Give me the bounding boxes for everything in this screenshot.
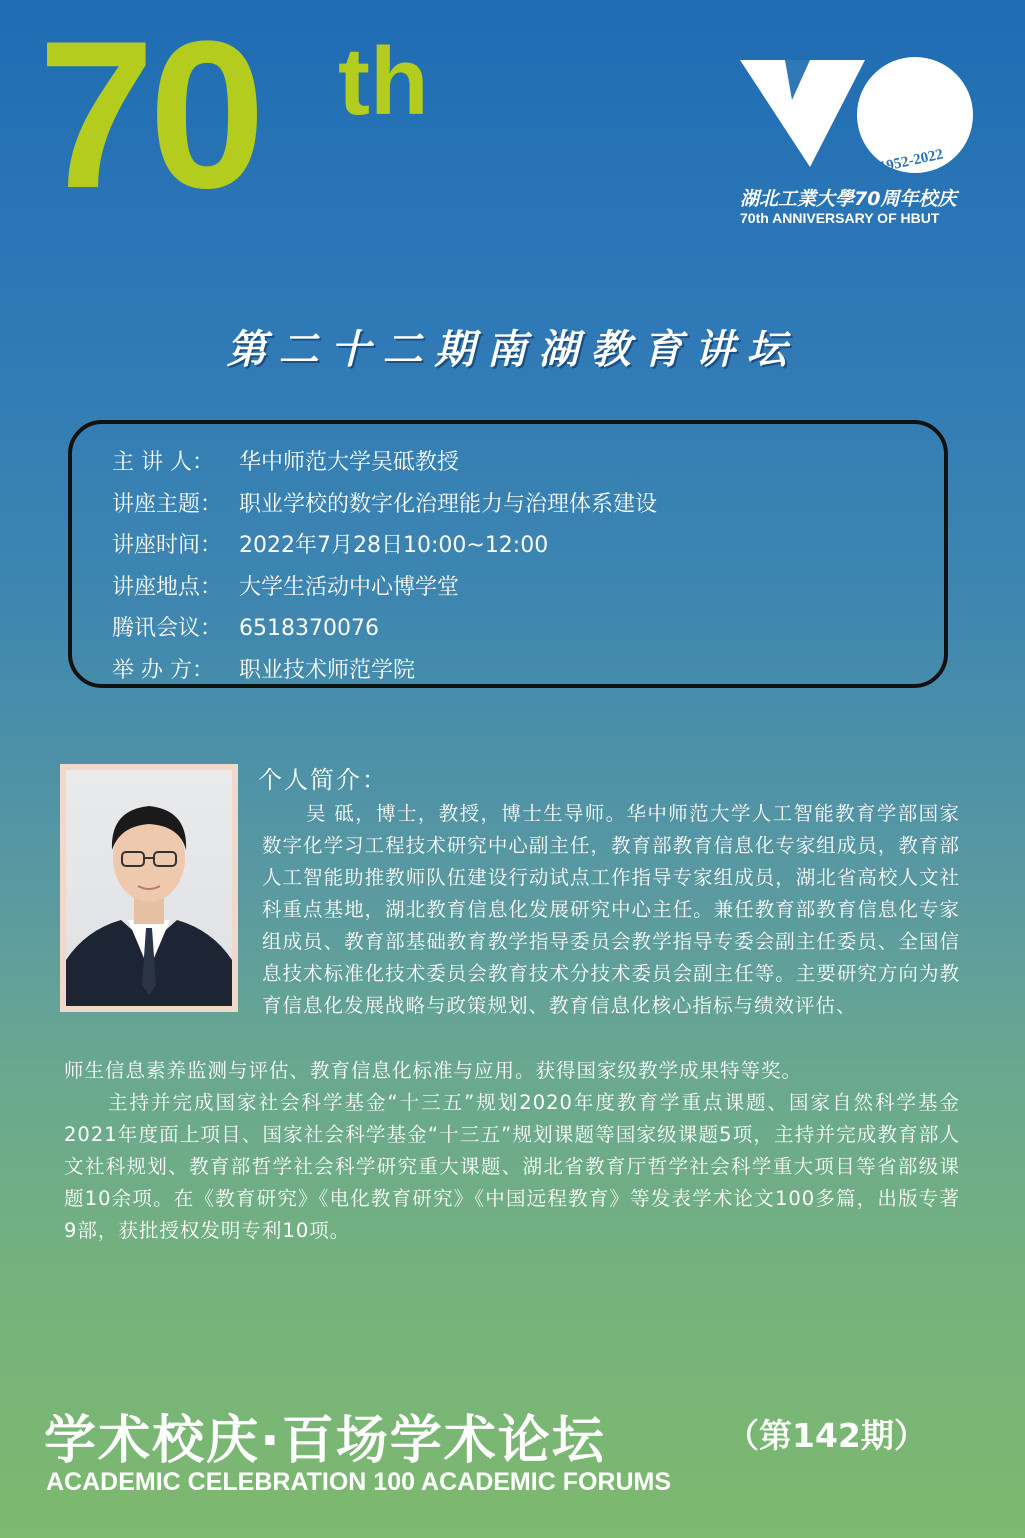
speaker-photo-frame bbox=[60, 764, 238, 1012]
info-row-location bbox=[112, 567, 944, 609]
info-label: 腾讯会议： bbox=[112, 616, 223, 641]
speaker-photo bbox=[66, 770, 232, 1006]
footer-issue: （第142期） bbox=[726, 1416, 927, 1455]
info-row-time bbox=[112, 525, 944, 567]
superscript-th: th bbox=[338, 28, 429, 135]
lecture-info-box bbox=[68, 420, 948, 688]
info-value: 大学生活动中心博学堂 bbox=[239, 574, 460, 600]
info-row-organizer bbox=[112, 650, 944, 692]
info-value: 6518370076 bbox=[239, 616, 379, 641]
info-label: 主 讲 人： bbox=[112, 450, 214, 475]
info-label: 讲座时间： bbox=[112, 533, 223, 558]
logo-years: 1952-2022 bbox=[877, 146, 945, 176]
bio-heading: 个人简介： bbox=[258, 766, 388, 794]
bio-paragraph-2: 主持并完成国家社会科学基金“十三五”规划2020年度教育学重点课题、国家自然科学基金2021年度面上项目、国家社会科学基金“十三五”规划课题等国家级课题5项，主持并完成教育部人文社科规划、教育部哲学社会科学研究重大课题、湖北省教育厅哲学社会科学重大项目等省部级课题10余项。在《教育研究》《电化教育研究》《中国远程教育》等发表学术论文100多篇，出版专著9部，获批授权发明专利10项。 bbox=[64, 1091, 960, 1242]
footer-cn-title: 学术校庆·百场学术论坛 bbox=[44, 1411, 606, 1471]
info-value: 职业技术师范学院 bbox=[239, 657, 416, 683]
forum-title: 第二十二期南湖教育讲坛 bbox=[226, 326, 799, 373]
info-label: 讲座地点： bbox=[112, 574, 223, 600]
info-row-meeting-id bbox=[112, 608, 944, 650]
info-label: 举 办 方： bbox=[112, 657, 214, 683]
portrait-illustration bbox=[66, 770, 232, 1006]
info-value: 华中师范大学吴砥教授 bbox=[239, 450, 460, 475]
info-label: 讲座主题： bbox=[112, 491, 223, 517]
footer-en-title: ACADEMIC CELEBRATION 100 ACADEMIC FORUMS bbox=[46, 1468, 672, 1496]
bio-paragraph-1: 吴 砥，博士，教授，博士生导师。华中师范大学人工智能教育学部国家数字化学习工程技术研究中心副主任，教育部教育信息化专家组成员，教育部人工智能助推教师队伍建设行动试点工作指导专家组成员，湖北省高校人文社科重点基地，湖北教育信息化发展研究中心主任。兼任教育部教育信息化专家组成员、教育部基础教育教学指导委员会教学指导专委会副主任委员、全国信息技术标准化技术委员会教育技术分技术委员会副主任等。主要研究方向为教育信息化发展战略与政策规划、教育信息化核心指标与绩效评估、 bbox=[262, 802, 960, 1017]
info-value: 2022年7月28日10:00~12:00 bbox=[239, 533, 549, 558]
bio-paragraph-1-end: 师生信息素养监测与评估、教育信息化标准与应用。获得国家级教学成果特等奖。 bbox=[64, 1059, 803, 1082]
logo-en-text: 70th ANNIVERSARY OF HBUT bbox=[740, 210, 940, 226]
info-value: 职业学校的数字化治理能力与治理体系建设 bbox=[239, 491, 658, 517]
big-seventy: 70 bbox=[38, 0, 260, 232]
info-row-topic bbox=[112, 484, 944, 526]
logo-cn-text: 湖北工業大學70周年校庆 bbox=[740, 188, 957, 210]
info-row-speaker bbox=[112, 442, 944, 484]
